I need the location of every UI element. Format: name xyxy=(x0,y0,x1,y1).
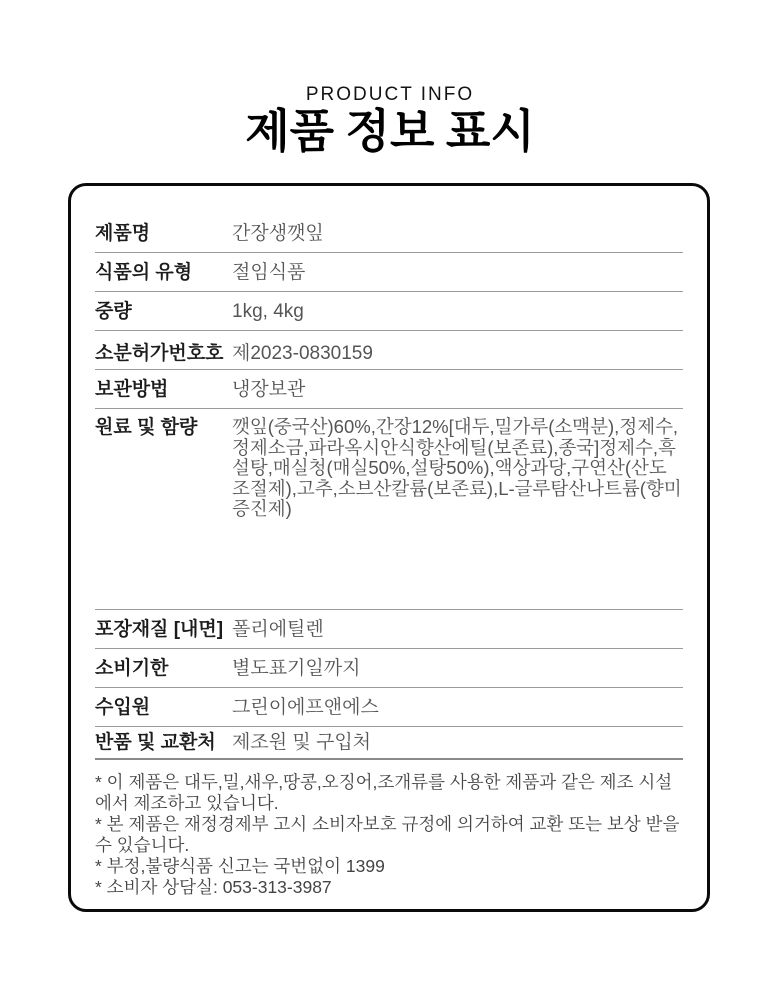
product-info-card xyxy=(68,183,710,912)
row-label: 소비기한 xyxy=(95,657,169,679)
row-label: 포장재질 [내면] xyxy=(95,618,224,640)
note-item: * 소비자 상담실: 053-313-3987 xyxy=(95,877,332,897)
row-label: 원료 및 함량 xyxy=(95,417,198,438)
table-row-ingredients xyxy=(95,409,683,610)
row-value: 간장생깻잎 xyxy=(232,222,324,244)
table-row xyxy=(95,688,683,727)
row-value: 그린이에프앤에스 xyxy=(232,696,379,718)
row-value: 폴리에틸렌 xyxy=(232,618,324,640)
table-row xyxy=(95,331,683,370)
row-label: 제품명 xyxy=(95,222,151,244)
row-label: 반품 및 교환처 xyxy=(95,732,216,753)
table-row xyxy=(95,610,683,649)
row-value: 제조원 및 구입처 xyxy=(232,732,372,753)
row-value: 절임식품 xyxy=(232,261,306,283)
row-value: 제2023-0830159 xyxy=(232,343,373,364)
table-row xyxy=(95,370,683,409)
row-label: 수입원 xyxy=(95,696,151,718)
table-row xyxy=(95,186,683,253)
note-item: * 이 제품은 대두,밀,새우,땅콩,오징어,조개류를 사용한 제품과 같은 제조 시설에서 제조하고 있습니다. xyxy=(95,772,673,813)
table-row xyxy=(95,649,683,688)
table-row xyxy=(95,727,683,760)
row-label: 식품의 유형 xyxy=(95,261,193,283)
footer-notes xyxy=(95,760,683,898)
page-title: 제품 정보 표시 xyxy=(245,106,535,157)
note-item: * 본 제품은 재정경제부 고시 소비자보호 규정에 의거하여 교환 또는 보상 받을 수 있습니다. xyxy=(95,814,680,855)
row-label: 중량 xyxy=(95,300,132,322)
row-value: 냉장보관 xyxy=(232,378,306,400)
row-value: 깻잎(중국산)60%,간장12%[대두,밀가루(소맥분),정제수,정제소금,파라옥시안식향산에틸(보존료),종국]정제수,흑설탕,매실청(매실50%,설탕50%),액상과당,구연산(산도조절제),고추,소브산칼륨(보존료),L-글루탐산나트륨(향미증진제) xyxy=(232,416,682,519)
product-info-eyebrow: PRODUCT INFO xyxy=(305,84,475,105)
table-row xyxy=(95,253,683,292)
row-label: 보관방법 xyxy=(95,378,169,400)
row-value: 별도표기일까지 xyxy=(232,657,361,679)
row-label: 소분허가번호호 xyxy=(95,343,224,364)
table-row xyxy=(95,292,683,331)
row-value: 1kg, 4kg xyxy=(232,300,304,322)
note-item: * 부정,불량식품 신고는 국번없이 1399 xyxy=(95,856,385,876)
